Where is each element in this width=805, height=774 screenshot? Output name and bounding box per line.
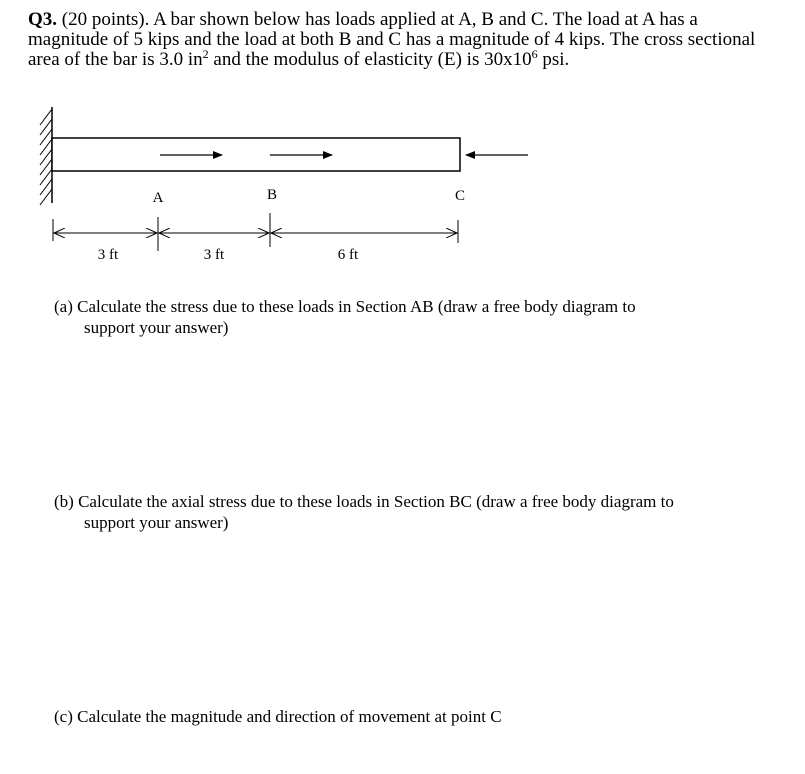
part-b [54, 491, 774, 533]
question-label: Q3. [28, 9, 58, 30]
dimension-label-ab: 3 ft [203, 247, 225, 263]
question-line-1-text: (20 points). A bar shown below has loads applied at A, B and C. The load at A has a [57, 9, 698, 30]
point-label-b: B [266, 187, 278, 203]
dimension-label-ab-left: 3 ft [97, 247, 119, 263]
question-line-1 [28, 10, 788, 30]
question-line-3-part-b: and the modulus of elasticity (E) is 30x10 [208, 49, 532, 70]
point-label-c: C [454, 188, 466, 204]
point-label-a: A [152, 190, 164, 206]
part-c-line-1: (c) Calculate the magnitude and direction of movement at point C [54, 707, 502, 726]
question-line-3-part-a: area of the bar is 3.0 in [28, 49, 203, 70]
part-a-line-1: (a) Calculate the stress due to these loads in Section AB (draw a free body diagram to [54, 297, 636, 316]
dimension-label-bc: 6 ft [337, 247, 359, 263]
question-line-3-part-c: psi. [537, 49, 570, 70]
bar-body [52, 138, 460, 171]
modulus-exponent: 6 [531, 47, 538, 61]
part-c [54, 706, 774, 727]
part-b-line-1: (b) Calculate the axial stress due to these loads in Section BC (draw a free body diagram to [54, 492, 674, 511]
question-line-3 [28, 47, 788, 70]
fixed-wall-support [40, 107, 52, 205]
part-a [54, 296, 774, 338]
bar-diagram [0, 95, 560, 270]
part-b-line-2: support your answer) [84, 513, 229, 532]
area-exponent: 2 [202, 47, 209, 61]
dimension-ticks [53, 213, 458, 251]
question-line-2: magnitude of 5 kips and the load at both B and C has a magnitude of 4 kips. The cross sectional [28, 29, 756, 50]
question-header [28, 10, 788, 70]
part-a-line-2: support your answer) [84, 318, 229, 337]
